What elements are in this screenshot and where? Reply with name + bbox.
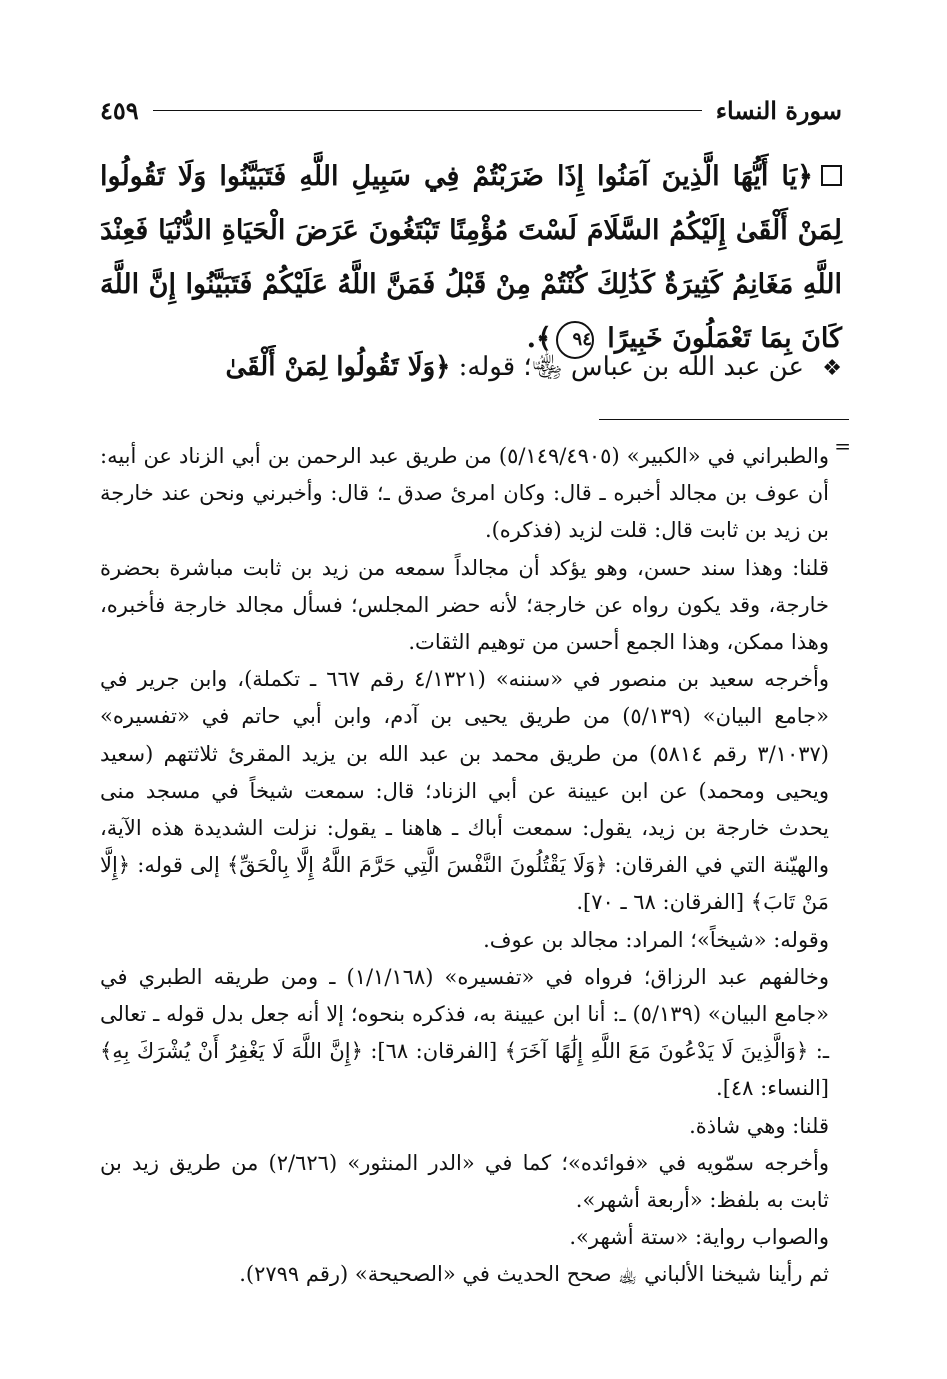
commentary-quote: ﴿وَلَا تَقُولُوا لِمَنْ أَلْقَىٰ (225, 352, 451, 382)
page-number: ٤٥٩ (100, 95, 139, 125)
footnote-paragraph: قلنا: وهي شاذة. (689, 1113, 829, 1138)
commentary-text: عن عبد الله بن عباس ﵄؛ قوله: (458, 352, 804, 382)
footnote-paragraph: وقوله: «شيخاً»؛ المراد: مجالد بن عوف. (483, 927, 829, 952)
footnote-paragraph: وخالفهم عبد الرزاق؛ فرواه في «تفسيره» (١/١/١٦٨) ـ ومن طريقه الطبري في «جامع البيان» (٥/١٣٩) ـ: أنا ابن عيينة به، فذكره بنحوه؛ إلا أنه جعل بدل قوله ـ تعالى ـ: ﴿وَالَّذِينَ لَا يَدْعُونَ مَعَ اللَّهِ إِلَٰهًا آخَرَ﴾ [الفرقان: ٦٨]: ﴿إِنَّ اللَّهَ لَا يَغْفِرُ أَنْ يُشْرَكَ بِهِ﴾ [النساء: ٤٨]. (100, 964, 829, 1101)
quran-verse (100, 150, 842, 366)
ayah-number-icon: ٩٤ (556, 321, 594, 359)
verse-text: ﴿يَا أَيُّهَا الَّذِينَ آمَنُوا إِذَا ضَرَبْتُمْ فِي سَبِيلِ اللَّهِ فَتَبَيَّنُوا وَلَا تَقُولُوا لِمَنْ أَلْقَىٰ إِلَيْكُمُ السَّلَامَ لَسْتَ مُؤْمِنًا تَبْتَغُونَ عَرَضَ الْحَيَاةِ الدُّنْيَا فَعِنْدَ اللَّهِ مَغَانِمُ كَثِيرَةٌ كَذَٰلِكَ كُنْتُمْ مِنْ قَبْلُ فَمَنَّ اللَّهُ عَلَيْكُمْ فَتَبَيَّنُوا إِنَّ اللَّهَ كَانَ بِمَا تَعْمَلُونَ خَبِيرًا (100, 161, 842, 354)
footnote-separator (599, 419, 849, 420)
header-rule (153, 110, 702, 111)
footnote-paragraph: والطبراني في «الكبير» (٥/١٤٩/٤٩٠٥) من طريق عبد الرحمن بن أبي الزناد عن أبيه: أن عوف بن مجالد أخبره ـ قال: وكان امرئ صدق ـ؛ قال: وأخبرني ونحن عند خارجة بن زيد بن ثابت قال: قلت لزيد (فذكره). (100, 444, 829, 543)
surah-title: سورة النساء (715, 95, 842, 125)
footnote-paragraph: وأخرجه سعيد بن منصور في «سننه» (٤/١٣٢١ رقم ٦٦٧ ـ تكملة)، وابن جرير في «جامع البيان» (٥/١٣٩) من طريق يحيى بن آدم، وابن أبي حاتم في «تفسيره» (٣/١٠٣٧ رقم ٥٨١٤) من طريق محمد بن عبد الله بن يزيد المقرئ ثلاثتهم (سعيد ويحيى ومحمد) عن ابن عيينة عن أبي الزناد؛ قال: سمعت شيخاً في مسجد منى يحدث خارجة بن زيد، يقول: سمعت أباك ـ هاهنا ـ يقول: نزلت الشديدة هذه الآية، والهيّنة التي في الفرقان: ﴿وَلَا يَقْتُلُونَ النَّفْسَ الَّتِي حَرَّمَ اللَّهُ إِلَّا بِالْحَقِّ﴾ إلى قوله: ﴿إِلَّا مَنْ تَابَ﴾ [الفرقان: ٦٨ ـ ٧٠]. (100, 667, 829, 915)
footnote-paragraph: وأخرجه سمّويه في «فوائده»؛ كما في «الدر المنثور» (٢/٦٢٦) من طريق زيد بن ثابت به بلفظ: «أربعة أشهر». (100, 1150, 829, 1213)
square-bullet-icon (821, 165, 842, 186)
footnote-paragraph: ثم رأينا شيخنا الألباني ﵀ صحح الحديث في «الصحيحة» (رقم ٢٧٩٩). (239, 1262, 829, 1287)
footnote-paragraph: والصواب رواية: «ستة أشهر». (569, 1225, 829, 1250)
page-header (100, 92, 842, 128)
footnotes (100, 438, 829, 1294)
footnote-paragraph: قلنا: وهذا سند حسن، وهو يؤكد أن مجالداً سمعه من زيد بن ثابت مباشرة بحضرة خارجة، وقد يكون رواه عن خارجة؛ لأنه حضر المجلس؛ فسأل مجالد خارجة فأخبره، وهذا ممكن، وهذا الجمع أحسن من توهيم الثقات. (100, 555, 829, 655)
commentary-line (100, 345, 842, 391)
diamond-bullet-icon: ❖ (822, 356, 842, 381)
verse-closing: ﴾. (526, 323, 552, 354)
continuation-marker: = (834, 434, 851, 458)
